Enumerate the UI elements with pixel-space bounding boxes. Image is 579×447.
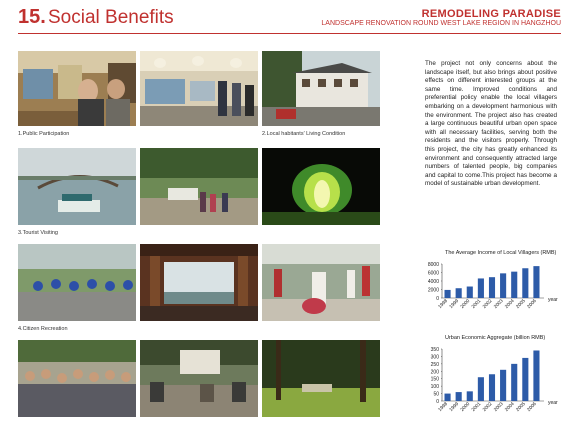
caption-tourist-visiting: 3.Tourist Visiting — [18, 230, 58, 236]
bar-2002 — [489, 277, 495, 298]
bar-2003 — [500, 370, 506, 401]
page-title: Social Benefits — [48, 7, 174, 28]
bar-2006 — [533, 266, 539, 298]
y-tick-label: 200 — [430, 369, 439, 376]
photo-pavilion — [140, 244, 258, 321]
y-tick-label: 50 — [433, 391, 439, 398]
caption-living-condition: 2.Local habitants' Living Condition — [262, 131, 346, 137]
x-tick-label: 2003 — [493, 401, 505, 413]
x-tick-label: 1999 — [448, 298, 461, 310]
x-tick-label: 2002 — [482, 401, 494, 413]
x-tick-label: 2005 — [515, 401, 527, 413]
bar-2004 — [511, 272, 517, 298]
photo-lake-bridge — [18, 148, 136, 225]
x-tick-label: 2005 — [515, 298, 527, 310]
y-tick-label: 300 — [430, 354, 439, 361]
photo-night-fountain — [262, 148, 380, 225]
y-tick-label: 0 — [436, 399, 439, 405]
x-tick-label: 2000 — [460, 401, 472, 413]
photo-exhibition-visitors — [18, 51, 136, 126]
x-axis-label: year — [548, 297, 558, 303]
chart-average-income — [420, 258, 565, 320]
description-paragraph: The project not only concerns about the landscape itself, but also brings about positive effects on different interested groups at the same time. Improved conditions and preferential policy enable the local villagers embarking on a development harmonious with the environment. The project also has created a large continuous beautiful urban open space with all necessary facilities, serving both the residents and the visitors properly. Through this project, the city has greatly enhanced its environment and consequently attracted large numbers of talented people, big companies and capital to come.This project has become a model of sustainable urban development. — [425, 60, 557, 188]
chart-income-title: The Average Income of Local Villagers (RMB) — [445, 250, 557, 256]
y-tick-label: 0 — [436, 296, 439, 302]
header-rule — [18, 33, 561, 34]
x-tick-label: 2003 — [493, 298, 505, 310]
bar-2002 — [489, 374, 495, 401]
project-title: REMODELING PARADISE — [421, 8, 561, 20]
x-tick-label: 2002 — [482, 298, 494, 310]
section-number: 15. — [18, 6, 46, 28]
y-tick-label: 100 — [430, 384, 439, 391]
chart-economy-title: Urban Economic Aggregate (billion RMB) — [445, 335, 546, 341]
x-tick-label: 1998 — [437, 401, 449, 413]
bar-2001 — [478, 278, 484, 298]
y-tick-label: 250 — [430, 361, 439, 368]
x-tick-label: 1999 — [448, 401, 461, 413]
bar-2005 — [522, 358, 528, 401]
bar-2000 — [467, 287, 473, 298]
photo-cyclists — [18, 244, 136, 321]
x-tick-label: 2004 — [504, 298, 516, 310]
caption-citizen-recreation: 4.Citizen Recreation — [18, 326, 68, 332]
x-tick-label: 2006 — [526, 298, 538, 310]
caption-public-participation: 1.Public Participation — [18, 131, 70, 137]
photo-teahouse — [140, 340, 258, 417]
photo-tourists-path — [140, 148, 258, 225]
photo-park-lawn — [262, 340, 380, 417]
x-tick-label: 2004 — [504, 401, 516, 413]
project-subtitle: LANDSCAPE RENOVATION ROUND WEST LAKE REGION IN HANGZHOU — [321, 20, 561, 27]
photo-exhibition-hall — [140, 51, 258, 126]
y-tick-label: 2000 — [427, 287, 439, 294]
chart-urban-economy — [420, 343, 565, 423]
photo-village-house — [262, 51, 380, 126]
x-tick-label: 2001 — [471, 401, 483, 413]
bar-1999 — [456, 288, 462, 298]
bar-2000 — [467, 391, 473, 401]
x-axis-label: year — [548, 400, 558, 406]
y-tick-label: 6000 — [427, 270, 439, 277]
y-tick-label: 4000 — [427, 279, 439, 285]
bar-2001 — [478, 377, 484, 401]
bar-2006 — [533, 350, 539, 401]
photo-crowd-park — [18, 340, 136, 417]
bar-2003 — [500, 273, 506, 298]
bar-2004 — [511, 364, 517, 401]
x-tick-label: 2001 — [471, 298, 483, 310]
bar-1998 — [445, 290, 451, 298]
bar-1999 — [456, 392, 462, 401]
y-tick-label: 350 — [430, 347, 439, 353]
bar-1998 — [445, 394, 451, 401]
photo-fan-dance — [262, 244, 380, 321]
x-tick-label: 2000 — [460, 298, 472, 310]
x-tick-label: 2006 — [526, 401, 538, 413]
y-tick-label: 150 — [430, 376, 439, 383]
bar-2005 — [522, 268, 528, 298]
x-tick-label: 1998 — [437, 298, 449, 310]
y-tick-label: 8000 — [427, 262, 439, 268]
